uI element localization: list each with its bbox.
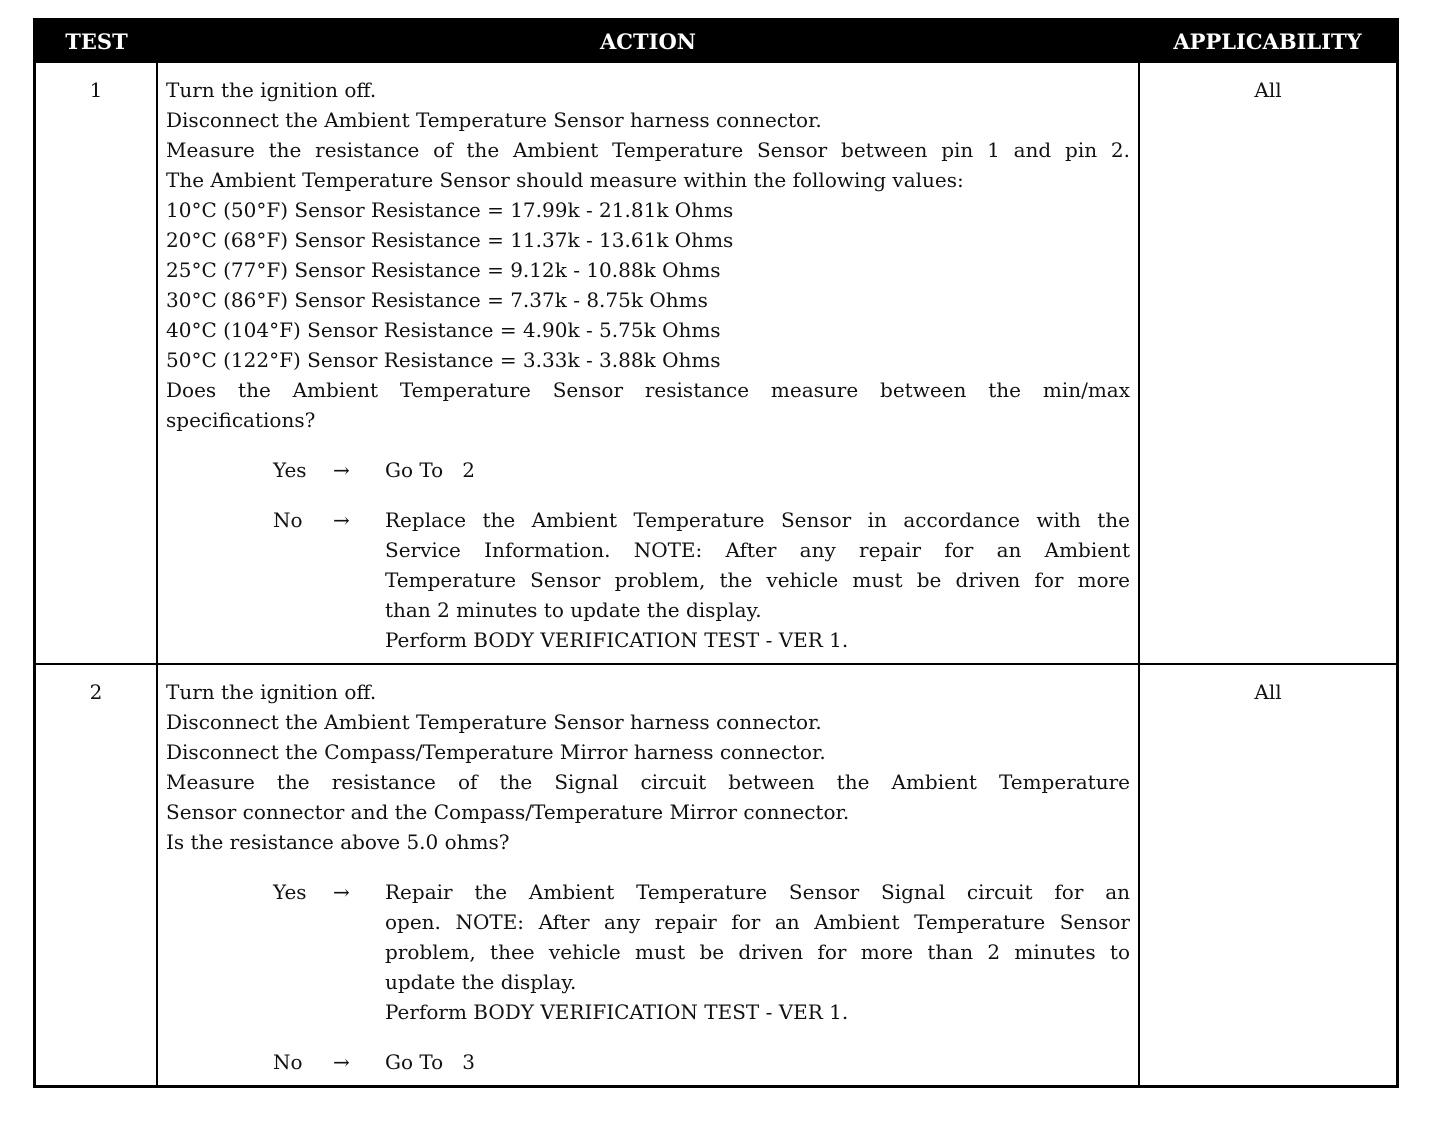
action-line: 30°C (86°F) Sensor Resistance = 7.37k - 8.75k Ohms [166,288,708,312]
action-line: Measure the resistance of the Ambient Temperature Sensor between pin 1 and pin 2. [166,138,1130,162]
branch-line: than 2 minutes to update the display. [385,598,762,622]
table-row [35,62,1398,664]
action-line: The Ambient Temperature Sensor should measure within the following values: [166,168,964,192]
action-line: 25°C (77°F) Sensor Resistance = 9.12k - 10.88k Ohms [166,258,721,282]
branch-line: update the display. [385,970,577,994]
branch-label: No [273,1050,303,1074]
header-applicability: APPLICABILITY [1139,20,1398,63]
applicability: All [1139,664,1398,1087]
action-line: Measure the resistance of the Signal circuit between the Ambient Temperature [166,770,1130,794]
diagnostic-test-table [33,18,1399,1088]
action-line: Disconnect the Ambient Temperature Sensor harness connector. [166,108,822,132]
test-number: 2 [35,664,158,1087]
arrow-right-icon: → [333,1050,350,1074]
branch-text [385,455,1130,485]
action-cell [157,62,1139,664]
action-line: Does the Ambient Temperature Sensor resistance measure between the min/max [166,378,1130,402]
action-line: specifications? [166,408,316,432]
branch-line: Perform BODY VERIFICATION TEST - VER 1. [385,1000,849,1024]
test-number: 1 [35,62,158,664]
branch-line: Temperature Sensor problem, the vehicle must be driven for more [385,568,1130,592]
branch-line: Go To 2 [385,458,475,482]
arrow-right-icon: → [333,458,350,482]
branch-yes [166,455,1130,485]
action-line: 20°C (68°F) Sensor Resistance = 11.37k - 13.61k Ohms [166,228,734,252]
action-line: Disconnect the Ambient Temperature Sensor harness connector. [166,710,822,734]
branch-text [385,505,1130,655]
header-test: TEST [35,20,158,63]
table-header-row [35,20,1398,63]
branch-yes [166,877,1130,1027]
action-line: Turn the ignition off. [166,78,377,102]
branch-line: Repair the Ambient Temperature Sensor Signal circuit for an [385,880,1130,904]
branch-line: Service Information. NOTE: After any repair for an Ambient [385,538,1130,562]
action-line: Sensor connector and the Compass/Temperature Mirror connector. [166,800,850,824]
table-row [35,664,1398,1087]
header-action: ACTION [157,20,1139,63]
branch-label: Yes [273,458,307,482]
action-line: Is the resistance above 5.0 ohms? [166,830,510,854]
arrow-right-icon: → [333,508,350,532]
branch-line: Perform BODY VERIFICATION TEST - VER 1. [385,628,849,652]
branch-line: problem, thee vehicle must be driven for more than 2 minutes to [385,940,1130,964]
branch-line: Go To 3 [385,1050,475,1074]
branch-label: Yes [273,880,307,904]
arrow-right-icon: → [333,880,350,904]
branch-text [385,877,1130,1027]
branch-label: No [273,508,303,532]
branch-text [385,1047,1130,1077]
applicability: All [1139,62,1398,664]
action-cell [157,664,1139,1087]
action-line: 40°C (104°F) Sensor Resistance = 4.90k - 5.75k Ohms [166,318,721,342]
branch-line: Replace the Ambient Temperature Sensor in accordance with the [385,508,1130,532]
table-body [35,62,1398,1087]
branch-line: open. NOTE: After any repair for an Ambient Temperature Sensor [385,910,1130,934]
action-line: 10°C (50°F) Sensor Resistance = 17.99k - 21.81k Ohms [166,198,734,222]
branch-no [166,1047,1130,1077]
action-line: Turn the ignition off. [166,680,377,704]
branch-no [166,505,1130,655]
action-line: 50°C (122°F) Sensor Resistance = 3.33k - 3.88k Ohms [166,348,721,372]
action-line: Disconnect the Compass/Temperature Mirror harness connector. [166,740,826,764]
